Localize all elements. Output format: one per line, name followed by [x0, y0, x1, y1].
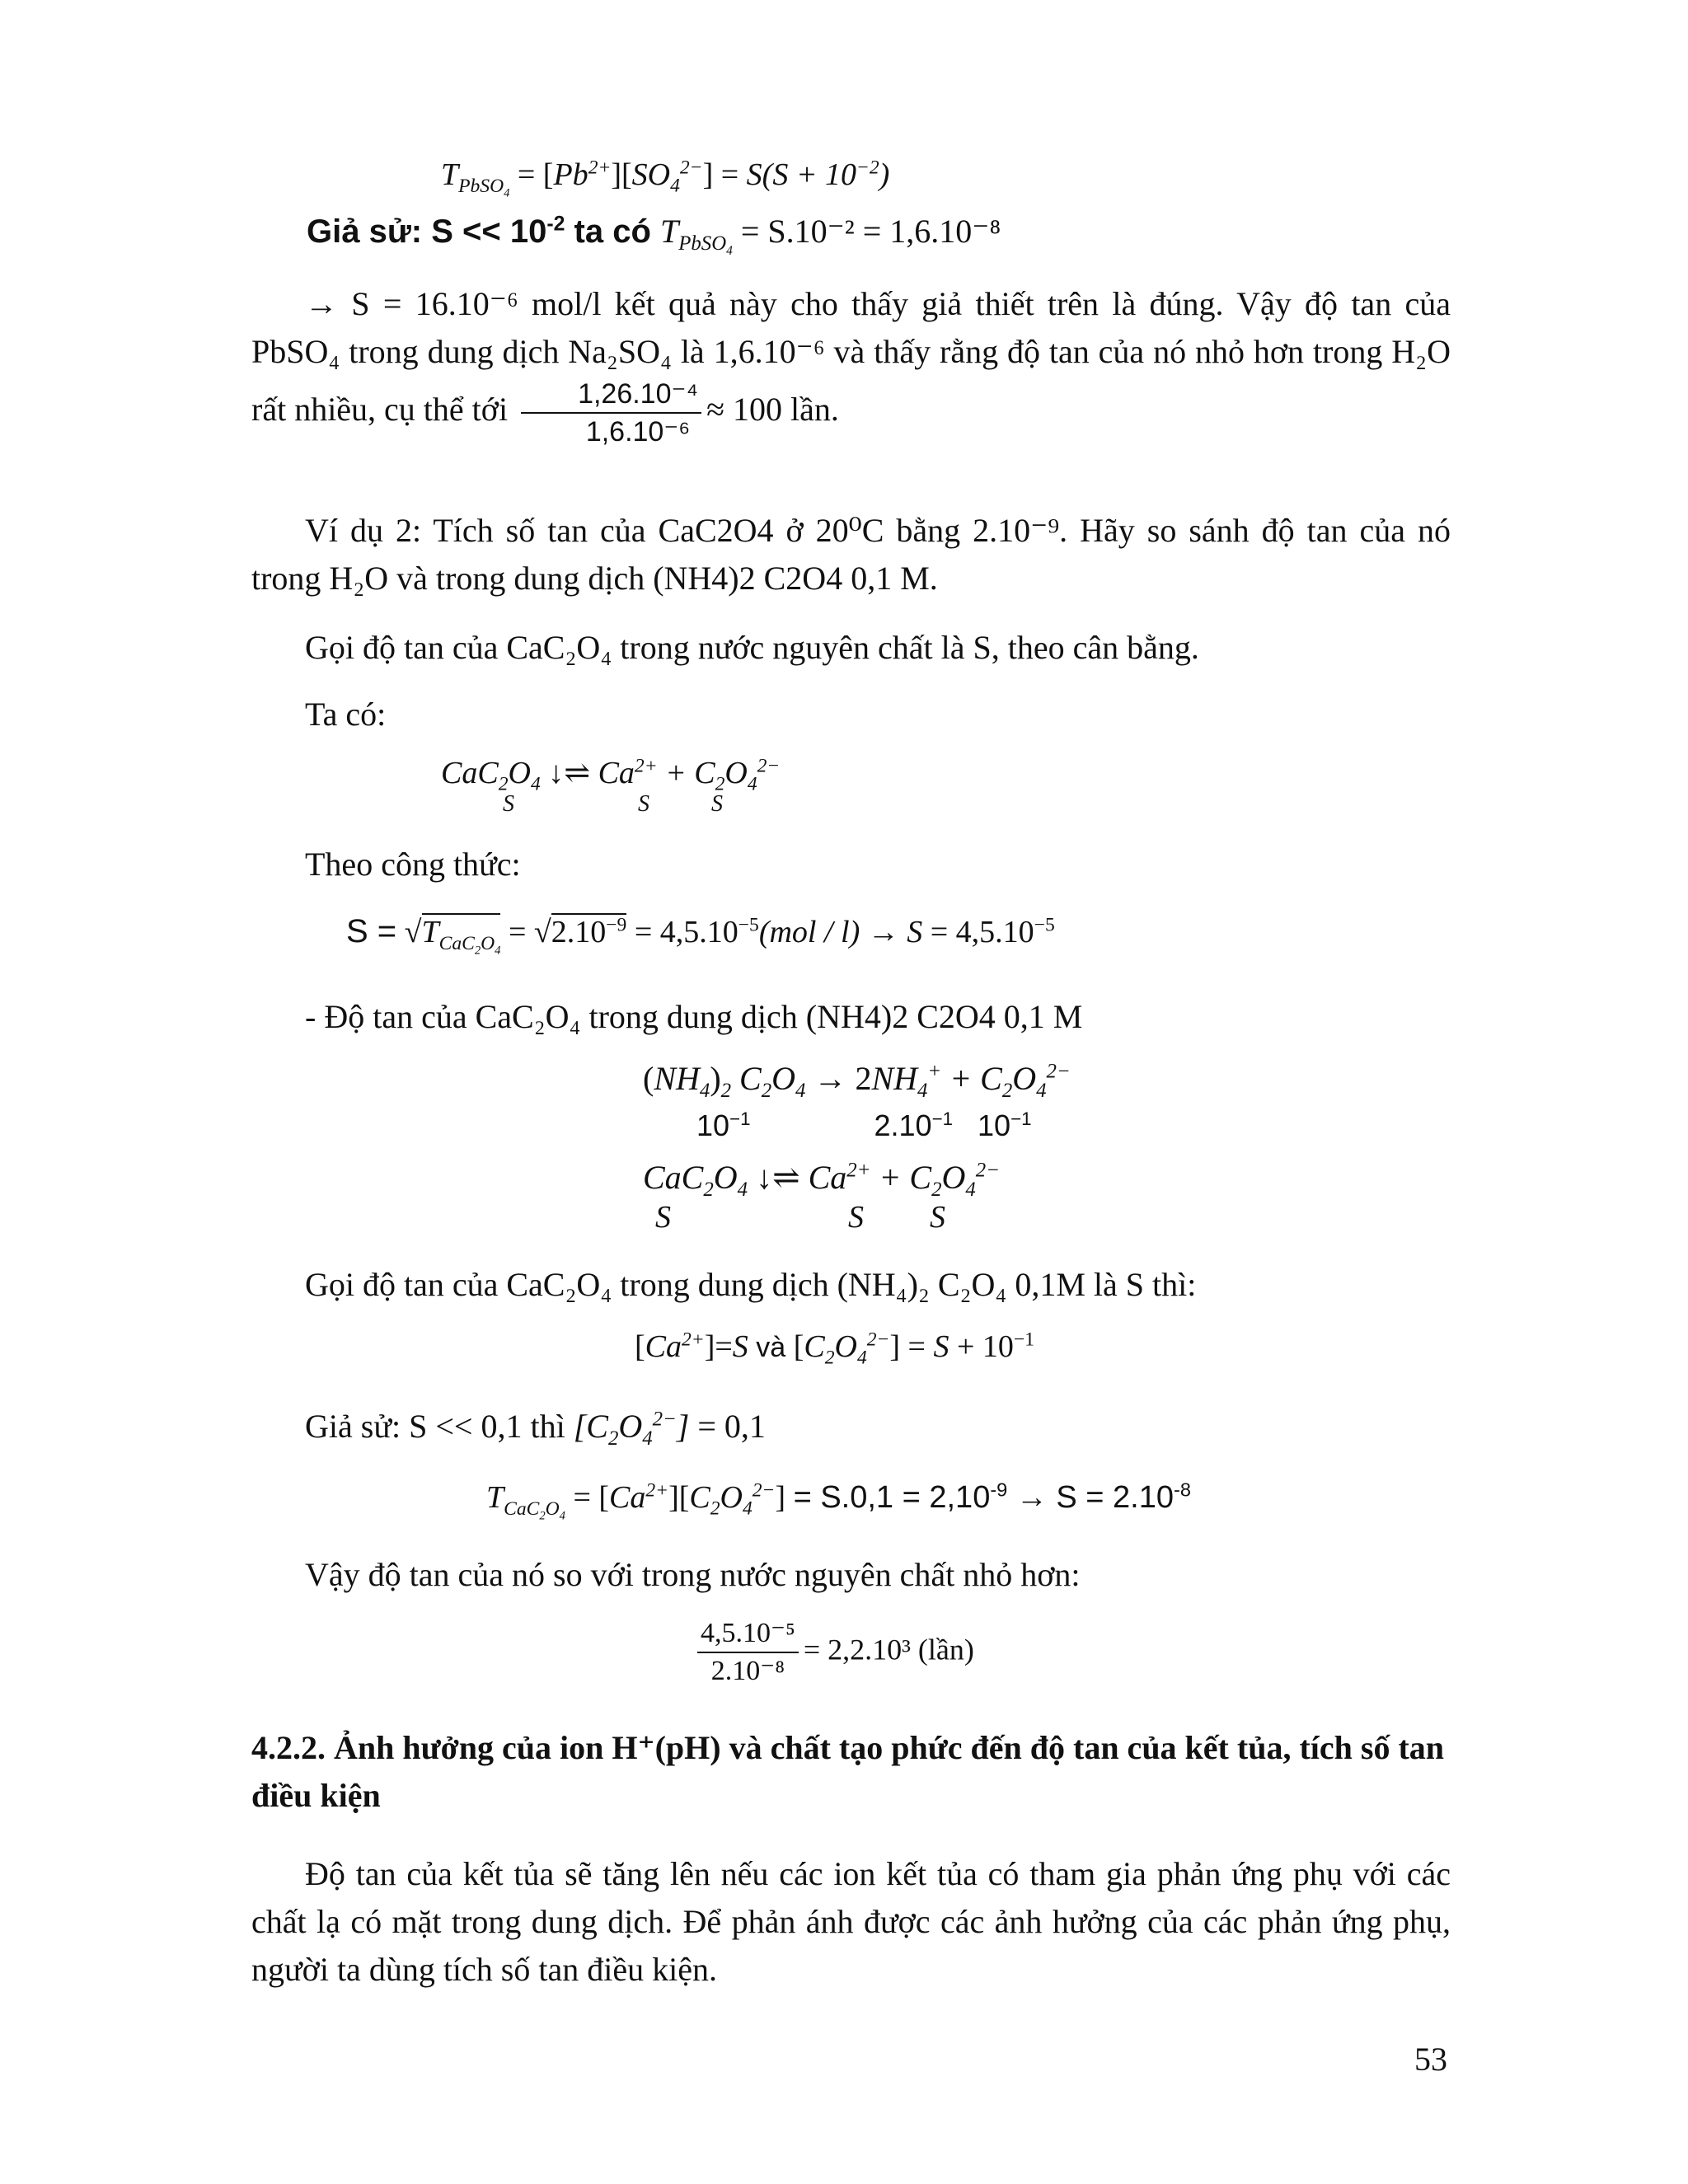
equation-tpbso4: $T_{PbSO_4} = [Pb^{2+}][SO_4^{2-}] = S(S + 10^{-2})$ [441, 157, 890, 200]
paragraph-text: → S = 16.10⁻⁶ mol/l kết quả này cho thấy giả thiết trên là đúng. Vậy độ tan của PbSO₄ trong dung dịch Na₂SO₄ là 1,6.10⁻⁶ và thấy rằng độ tan của nó nhỏ hơn trong H₂O rất nhiều, cụ thể tới [251, 285, 1451, 429]
paragraph-conditional-solubility: Độ tan của kết tủa sẽ tăng lên nếu các ion kết tủa có tham gia phản ứng phụ với các chất lạ có mặt trong dung dịch. Để phản ánh được các ảnh hưởng của các phản ứng phụ, người ta dùng tích số tan điều kiện. [251, 1855, 1451, 1988]
equilibrium-cac2o4-2: $CaC_2O_4$ ↓⇌ $Ca^{2+} + C_2O_4^{2-}$ [643, 1159, 1000, 1201]
ratio-denominator: 1,6.10⁻⁶ [585, 416, 691, 448]
ratio-tail: ≈ 100 lần. [706, 391, 839, 429]
dissociation-ammonium-oxalate: $(NH_4)_2$ $C_2O_4 \to 2NH_4^+ + C_2O_4^{2-}$ [643, 1060, 1071, 1102]
assumption-line-1: Giả sử: $S << 10^{-2}$ ta có $T_{PbSO_4} = S.10^{-2} = 1,6.10^{-8}$ [307, 213, 1001, 258]
example-2: Ví dụ 2: Tích số tan của CaC2O4 ở 20⁰C bằng 2.10⁻⁹. Hãy so sánh độ tan của nó trong H₂O và trong dung dịch (NH4)2 C2O4 0,1 M. [251, 512, 1451, 597]
ratio-fraction-1 [521, 376, 701, 450]
formula-s-sqrt: $S = √T_{CaC_2O_4} = √2.10^{-9} = 4,5.10^{-5}(mol / l) \to S = 4,5.10^{-5}$ [346, 913, 1055, 958]
and-word: và [756, 1332, 786, 1363]
concentration-relations: $[Ca^{2+}]=S$ và $[C_2O_4^{2-}] = S + 10^{-1}$ [635, 1329, 1034, 1369]
paragraph-comparison: Vậy độ tan của nó so với trong nước nguyên chất nhỏ hơn: [305, 1556, 1081, 1593]
ratio-fraction-2 [692, 1615, 974, 1690]
assumption-2-suffix: = 0,1 [697, 1408, 766, 1445]
equilibrium-s-labels: S S S [503, 791, 723, 817]
ratio-2-tail: = 2,2.10³ (lần) [803, 1633, 974, 1666]
solubility-product-cac2o4: $T_{CaC_2O_4} = [Ca^{2+}][C_2O_4^{2-}] = S.0,1 = 2,10^{-9} \to S = 2.10^{-8}$ [486, 1479, 1191, 1523]
equilibrium-s-labels-2: S S S [655, 1200, 945, 1235]
paragraph-ta-co: Ta có: [305, 696, 387, 733]
ratio-2-denominator: 2.10⁻⁸ [710, 1656, 785, 1686]
ratio-2-numerator: 4,5.10⁻⁵ [697, 1615, 799, 1653]
ratio-numerator: 1,26.10⁻⁴ [521, 376, 701, 414]
paragraph-solubility-ammonium: - Độ tan của CaC₂O₄ trong dung dịch (NH4)2 C2O4 0,1 M [305, 998, 1083, 1035]
paragraph-solubility-s: Gọi độ tan của CaC₂O₄ trong dung dịch (NH₄)₂ C₂O₄ 0,1M là S thì: [305, 1266, 1197, 1303]
equilibrium-cac2o4: $CaC_2O_4$ ↓⇌ $Ca^{2+} + C_2O_4^{2-}$ [441, 755, 781, 795]
page-number: 53 [1414, 2041, 1447, 2078]
assumption-value: = S.10⁻² = 1,6.10⁻⁸ [732, 213, 1001, 250]
assumption-mid: ta có [565, 213, 661, 250]
paragraph-solubility-water: Gọi độ tan của CaC₂O₄ trong nước nguyên chất là S, theo cân bằng. [305, 629, 1199, 666]
dissociation-concentrations: $10^{-1}$ $2.10^{-1}$ $10^{-1}$ [696, 1108, 1032, 1142]
assumption-2-prefix: Giả sử: S << 0,1 thì [305, 1408, 565, 1445]
paragraph-pbso4-result [251, 280, 1451, 450]
assumption-prefix: Giả sử: S << 10 [307, 213, 547, 250]
assumption-line-2: Giả sử: S << 0,1 thì $[C_2O_4^{2-}] = 0,1$ [305, 1408, 766, 1450]
section-heading-4-2-2: 4.2.2. Ảnh hưởng của ion H⁺(pH) và chất tạo phức đến độ tan của kết tủa, tích số tan điều kiện [251, 1729, 1445, 1814]
paragraph-theo-cong-thuc: Theo công thức: [305, 846, 521, 883]
